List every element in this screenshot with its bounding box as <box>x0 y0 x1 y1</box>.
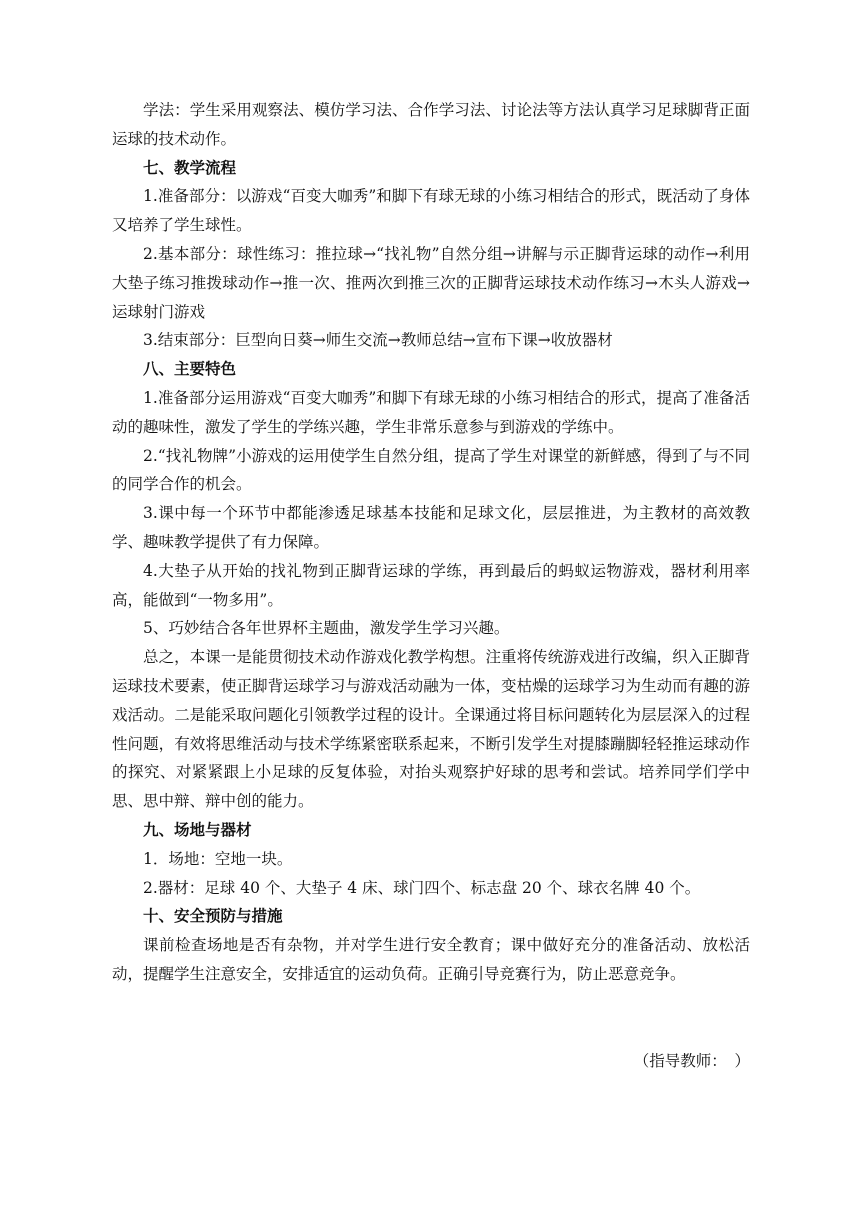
section-9-heading: 九、场地与器材 <box>143 820 252 839</box>
advisor-signature: （指导教师： ） <box>633 1051 750 1070</box>
section-9-item-2: 2.器材：足球 40 个、大垫子 4 床、球门四个、标志盘 20 个、球衣名牌 40 个。 <box>143 878 701 897</box>
section-8-heading: 八、主要特色 <box>143 360 237 379</box>
section-8-item-4: 4.大垫子从开始的找礼物到正脚背运球的学练，再到最后的蚂蚁运物游戏，器材利用率高，能做到“一物多用”。 <box>112 561 750 609</box>
section-8-item-1: 1.准备部分运用游戏“百变大咖秀”和脚下有球无球的小练习相结合的形式，提高了准备活动的趣味性，激发了学生的学练兴趣，学生非常乐意参与到游戏的学练中。 <box>112 388 750 436</box>
document-page <box>112 96 750 1076</box>
summary-paragraph: 总之，本课一是能贯彻技术动作游戏化教学构想。注重将传统游戏进行改编，织入正脚背运球技术要素，使正脚背运球学习与游戏活动融为一体，变枯燥的运球学习为生动而有趣的游戏活动。二是能采取问题化引领教学过程的设计。全课通过将目标问题转化为层层深入的过程性问题，有效将思维活动与技术学练紧密联系起来，不断引发学生对提膝蹦脚轻轻推运球动作的探究、对紧紧跟上小足球的反复体验，对抬头观察护好球的思考和尝试。培养同学们学中思、思中辩、辩中创的能力。 <box>112 648 750 811</box>
section-8-item-5: 5、巧妙结合各年世界杯主题曲，激发学生学习兴趣。 <box>143 619 510 638</box>
section-8-item-3: 3.课中每一个环节中都能渗透足球基本技能和足球文化，层层推进，为主教材的高效教学、趣味教学提供了有力保障。 <box>112 504 750 551</box>
section-7-item-1: 1.准备部分：以游戏“百变大咖秀”和脚下有球无球的小练习相结合的形式，既活动了身体又培养了学生球性。 <box>112 187 750 235</box>
section-10-heading: 十、安全预防与措施 <box>143 907 283 926</box>
section-7-item-2: 2.基本部分：球性练习：推拉球→“找礼物”自然分组→讲解与示正脚背运球的动作→利用大垫子练习推拨球动作→推一次、推两次到推三次的正脚背运球技术动作练习→木头人游戏→运球射门游戏 <box>112 244 750 321</box>
section-10-item-1: 课前检查场地是否有杂物，并对学生进行安全教育；课中做好充分的准备活动、放松活动，提醒学生注意安全，安排适宜的运动负荷。正确引导竞赛行为，防止恶意竞争。 <box>112 936 750 983</box>
section-9-item-1: 1．场地：空地一块。 <box>143 849 293 868</box>
section-8-item-2: 2.“找礼物牌”小游戏的运用使学生自然分组，提高了学生对课堂的新鲜感，得到了与不同的同学合作的机会。 <box>112 446 750 494</box>
section-7-heading: 七、教学流程 <box>143 158 237 177</box>
xuefa-paragraph: 学法：学生采用观察法、模仿学习法、合作学习法、讨论法等方法认真学习足球脚背正面运球的技术动作。 <box>112 101 750 148</box>
section-7-item-3: 3.结束部分：巨型向日葵→师生交流→教师总结→宣布下课→收放器材 <box>143 331 613 350</box>
signature-spacer <box>112 989 750 1047</box>
